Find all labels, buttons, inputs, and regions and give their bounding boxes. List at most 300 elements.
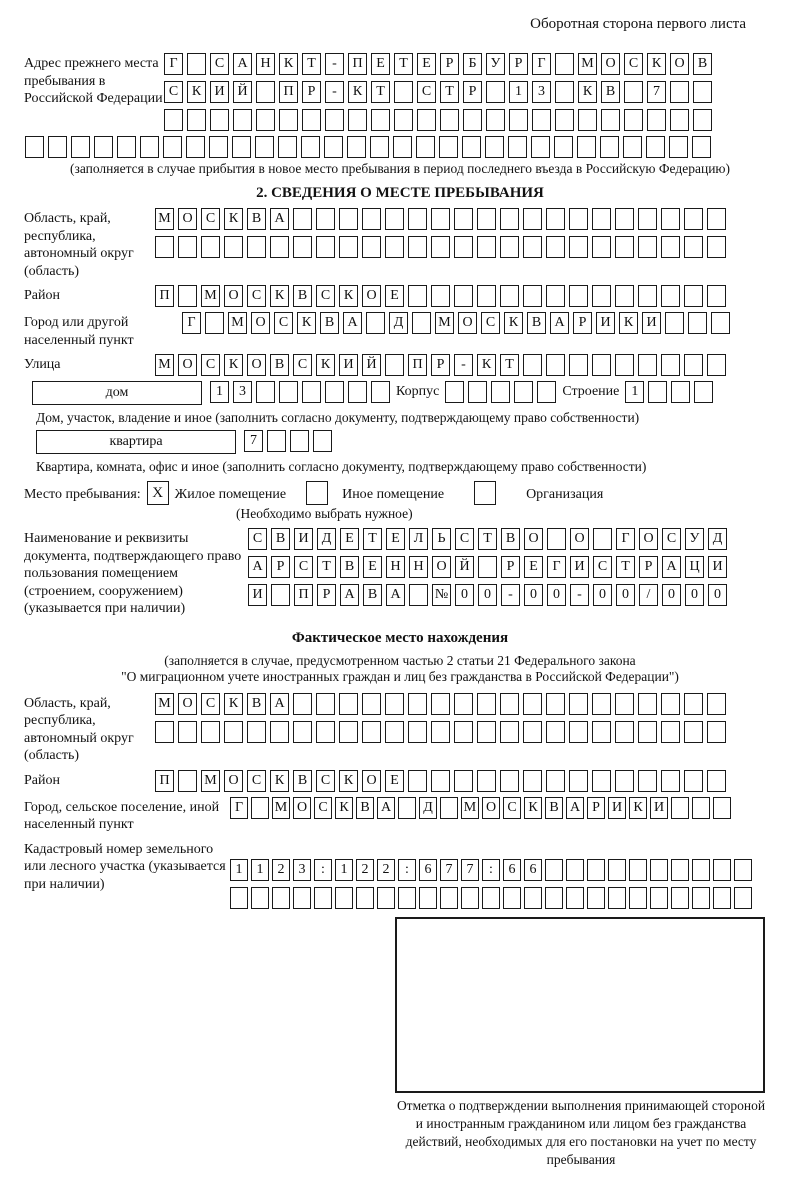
char-box: М (272, 797, 290, 819)
char-box (587, 859, 605, 881)
char-box: П (294, 584, 313, 606)
char-box (408, 208, 427, 230)
doc-row-3 (248, 584, 727, 606)
char-box (431, 236, 450, 258)
actual-district-row (155, 770, 726, 792)
char-box: 7 (244, 430, 263, 452)
street-block (24, 354, 776, 376)
char-box (233, 109, 252, 131)
prev-address-note: (заполняется в случае прибытия в новое место пребывания в период последнего въезда в Российскую Федерацию) (69, 161, 731, 176)
stay-option-residential-label: Жилое помещение (174, 486, 287, 502)
char-box (646, 136, 665, 158)
char-box (546, 354, 565, 376)
apartment-name-box: квартира (36, 430, 236, 454)
char-box: А (377, 797, 395, 819)
char-box (163, 136, 182, 158)
prev-address-row-2 (164, 81, 712, 103)
char-box (523, 721, 542, 743)
char-box (385, 721, 404, 743)
char-box: С (503, 797, 521, 819)
char-box: О (362, 770, 381, 792)
char-box (247, 721, 266, 743)
char-box: И (708, 556, 727, 578)
char-box (555, 109, 574, 131)
char-box (293, 208, 312, 230)
char-box: В (271, 528, 290, 550)
char-box (293, 693, 312, 715)
char-box (385, 236, 404, 258)
char-box: У (685, 528, 704, 550)
char-box (417, 109, 436, 131)
char-box: К (339, 770, 358, 792)
char-box (707, 208, 726, 230)
char-box: А (386, 584, 405, 606)
prev-address-label: Адрес прежнего места пребывания в Российской Федерации (24, 56, 163, 106)
char-box: 0 (685, 584, 704, 606)
char-box (419, 887, 437, 909)
char-box (366, 312, 385, 334)
char-box (693, 81, 712, 103)
char-box (547, 528, 566, 550)
actual-region-row-2 (155, 721, 726, 743)
char-box (500, 770, 519, 792)
char-box: 1 (625, 381, 644, 403)
cadastral-row-2 (230, 887, 752, 909)
actual-location-title: Фактическое место нахождения (291, 629, 509, 646)
char-box: В (527, 312, 546, 334)
char-box: О (524, 528, 543, 550)
char-box: М (228, 312, 247, 334)
char-box: О (178, 693, 197, 715)
district-block (24, 285, 776, 307)
char-box: Т (371, 81, 390, 103)
char-box: В (601, 81, 620, 103)
char-box (684, 236, 703, 258)
char-box (684, 770, 703, 792)
char-box: К (270, 770, 289, 792)
char-box (463, 109, 482, 131)
char-box: О (570, 528, 589, 550)
char-box: 0 (708, 584, 727, 606)
char-box (385, 354, 404, 376)
char-box (256, 381, 275, 403)
char-box (615, 721, 634, 743)
char-box: И (596, 312, 615, 334)
actual-region-block (24, 693, 776, 765)
char-box (339, 208, 358, 230)
char-box: - (325, 53, 344, 75)
char-box (278, 136, 297, 158)
char-box: В (340, 556, 359, 578)
char-box (201, 721, 220, 743)
char-box (316, 693, 335, 715)
char-box: А (248, 556, 267, 578)
char-box: О (458, 312, 477, 334)
char-box (461, 887, 479, 909)
char-box (615, 354, 634, 376)
char-box (371, 109, 390, 131)
char-box (566, 887, 584, 909)
char-box (210, 109, 229, 131)
char-box: А (340, 584, 359, 606)
char-box: О (247, 354, 266, 376)
char-box: А (566, 797, 584, 819)
char-box: Г (164, 53, 183, 75)
char-box (555, 53, 574, 75)
char-box: 7 (440, 859, 458, 881)
char-box (477, 236, 496, 258)
char-box (478, 556, 497, 578)
char-box (500, 721, 519, 743)
char-box (445, 381, 464, 403)
char-box: К (224, 693, 243, 715)
char-box (440, 887, 458, 909)
char-box (230, 887, 248, 909)
char-box (615, 693, 634, 715)
char-box (693, 109, 712, 131)
region-row-1 (155, 208, 726, 230)
char-box: - (570, 584, 589, 606)
char-box (661, 693, 680, 715)
char-box: С (662, 528, 681, 550)
char-box: 1 (335, 859, 353, 881)
actual-region-row-1 (155, 693, 726, 715)
char-box: С (201, 354, 220, 376)
char-box (178, 721, 197, 743)
char-box (431, 770, 450, 792)
char-box (670, 109, 689, 131)
char-box (661, 208, 680, 230)
char-box: О (362, 285, 381, 307)
char-box: К (224, 354, 243, 376)
char-box (593, 528, 612, 550)
char-box (532, 109, 551, 131)
char-box: У (486, 53, 505, 75)
char-box (335, 887, 353, 909)
char-box (186, 136, 205, 158)
korpus-row (445, 381, 556, 403)
char-box (545, 887, 563, 909)
char-box (431, 693, 450, 715)
char-box (713, 797, 731, 819)
char-box (684, 285, 703, 307)
char-box: 7 (647, 81, 666, 103)
char-box: И (248, 584, 267, 606)
char-box (394, 81, 413, 103)
char-box: Т (302, 53, 321, 75)
char-box: К (629, 797, 647, 819)
char-box: С (417, 81, 436, 103)
char-box: 6 (524, 859, 542, 881)
char-box (592, 354, 611, 376)
char-box (279, 109, 298, 131)
char-box (546, 693, 565, 715)
char-box (669, 136, 688, 158)
char-box: 0 (616, 584, 635, 606)
char-box (256, 109, 275, 131)
char-box: В (320, 312, 339, 334)
char-box: № (432, 584, 451, 606)
char-box: Г (182, 312, 201, 334)
char-box (408, 236, 427, 258)
char-box: Ц (685, 556, 704, 578)
char-box (454, 770, 473, 792)
char-box (546, 770, 565, 792)
char-box (247, 236, 266, 258)
char-box: П (348, 53, 367, 75)
char-box: П (155, 285, 174, 307)
char-box (615, 770, 634, 792)
char-box: Е (385, 770, 404, 792)
char-box (155, 236, 174, 258)
char-box: 0 (547, 584, 566, 606)
district-label: Район (24, 288, 60, 303)
char-box: Р (573, 312, 592, 334)
char-box (615, 236, 634, 258)
char-box (692, 797, 710, 819)
char-box (468, 381, 487, 403)
char-box: Р (639, 556, 658, 578)
char-box: А (270, 693, 289, 715)
char-box: С (314, 797, 332, 819)
char-box: В (356, 797, 374, 819)
char-box: М (201, 285, 220, 307)
char-box (325, 381, 344, 403)
char-box (503, 887, 521, 909)
prev-address-row-full (25, 136, 776, 158)
char-box: : (482, 859, 500, 881)
char-box: К (316, 354, 335, 376)
region-label: Область, край, республика, автономный округ (область) (24, 211, 134, 279)
char-box (648, 381, 667, 403)
char-box (650, 887, 668, 909)
char-box (408, 693, 427, 715)
char-box: Р (501, 556, 520, 578)
char-box (500, 236, 519, 258)
stay-type-note: (Необходимо выбрать нужное) (236, 506, 413, 521)
char-box (713, 859, 731, 881)
char-box (615, 208, 634, 230)
char-box (348, 381, 367, 403)
char-box: Г (547, 556, 566, 578)
char-box: Е (524, 556, 543, 578)
char-box (477, 721, 496, 743)
char-box: 7 (461, 859, 479, 881)
char-box (178, 236, 197, 258)
confirmation-stamp-box (395, 917, 765, 1093)
stroenie-label: Строение (562, 384, 620, 399)
char-box: - (325, 81, 344, 103)
char-box: - (501, 584, 520, 606)
char-box: В (270, 354, 289, 376)
char-box: Г (616, 528, 635, 550)
char-box (408, 721, 427, 743)
char-box (224, 721, 243, 743)
char-box: Т (500, 354, 519, 376)
char-box: С (294, 556, 313, 578)
char-box: К (335, 797, 353, 819)
char-box: В (247, 693, 266, 715)
char-box: И (608, 797, 626, 819)
doc-row-1 (248, 528, 727, 550)
char-box: О (251, 312, 270, 334)
stay-option-organization-checkbox (474, 481, 496, 505)
char-box (554, 136, 573, 158)
char-box: 0 (662, 584, 681, 606)
char-box: С (247, 770, 266, 792)
char-box (537, 381, 556, 403)
char-box: С (164, 81, 183, 103)
char-box: А (550, 312, 569, 334)
stay-type-line (24, 481, 776, 505)
char-box (671, 381, 690, 403)
char-box (524, 887, 542, 909)
char-box (665, 312, 684, 334)
stay-option-organization-label: Организация (526, 486, 604, 502)
char-box: К (187, 81, 206, 103)
char-box: О (293, 797, 311, 819)
confirmation-area (395, 917, 767, 1170)
char-box (661, 285, 680, 307)
char-box (592, 208, 611, 230)
char-box: 3 (532, 81, 551, 103)
char-box: Е (371, 53, 390, 75)
char-box (486, 109, 505, 131)
char-box: О (178, 208, 197, 230)
char-box (692, 887, 710, 909)
char-box (302, 109, 321, 131)
char-box (671, 859, 689, 881)
char-box (638, 721, 657, 743)
char-box: М (461, 797, 479, 819)
char-box: Т (317, 556, 336, 578)
char-box (316, 721, 335, 743)
char-box: Т (394, 53, 413, 75)
char-box: Е (417, 53, 436, 75)
char-box (409, 584, 428, 606)
char-box (339, 721, 358, 743)
char-box (707, 693, 726, 715)
char-box: Д (389, 312, 408, 334)
actual-location-note-1: (заполняется в случае, предусмотренном частью 2 статьи 21 Федерального закона (164, 652, 636, 668)
char-box (601, 109, 620, 131)
prev-address-block (24, 53, 776, 131)
char-box (578, 109, 597, 131)
char-box (454, 236, 473, 258)
char-box (408, 770, 427, 792)
char-box (155, 721, 174, 743)
char-box: О (482, 797, 500, 819)
city-block (24, 312, 776, 349)
char-box (707, 721, 726, 743)
char-box: С (274, 312, 293, 334)
char-box (293, 236, 312, 258)
char-box (316, 236, 335, 258)
char-box (638, 693, 657, 715)
char-box (412, 312, 431, 334)
char-box: И (642, 312, 661, 334)
char-box: О (224, 285, 243, 307)
char-box (608, 887, 626, 909)
char-box: Е (363, 556, 382, 578)
char-box (707, 354, 726, 376)
char-box: Е (385, 285, 404, 307)
char-box: В (293, 770, 312, 792)
char-box (638, 770, 657, 792)
char-box (531, 136, 550, 158)
char-box (362, 721, 381, 743)
char-box: Й (362, 354, 381, 376)
char-box (629, 859, 647, 881)
char-box (688, 312, 707, 334)
char-box (416, 136, 435, 158)
char-box: / (639, 584, 658, 606)
char-box (500, 208, 519, 230)
char-box (71, 136, 90, 158)
char-box (546, 208, 565, 230)
region-block (24, 208, 776, 280)
char-box (692, 859, 710, 881)
char-box (205, 312, 224, 334)
char-box: Т (363, 528, 382, 550)
char-box: М (435, 312, 454, 334)
char-box: И (294, 528, 313, 550)
char-box (279, 381, 298, 403)
cadastral-row-1 (230, 859, 752, 881)
char-box (209, 136, 228, 158)
cadastral-block (24, 839, 776, 909)
char-box: 1 (251, 859, 269, 881)
char-box: К (524, 797, 542, 819)
house-name-box: дом (32, 381, 202, 405)
char-box (293, 887, 311, 909)
char-box (569, 285, 588, 307)
char-box: 3 (293, 859, 311, 881)
char-box (325, 109, 344, 131)
char-box: : (314, 859, 332, 881)
char-box: К (224, 208, 243, 230)
char-box: Л (409, 528, 428, 550)
char-box: О (178, 354, 197, 376)
char-box: Р (317, 584, 336, 606)
char-box: Р (463, 81, 482, 103)
char-box: К (477, 354, 496, 376)
char-box (592, 770, 611, 792)
char-box: К (504, 312, 523, 334)
char-box (569, 693, 588, 715)
char-box (251, 887, 269, 909)
char-box: О (601, 53, 620, 75)
char-box: М (578, 53, 597, 75)
char-box: О (224, 770, 243, 792)
char-box (587, 887, 605, 909)
char-box (486, 81, 505, 103)
char-box (339, 693, 358, 715)
char-box: С (293, 354, 312, 376)
char-box: 0 (524, 584, 543, 606)
stay-option-residential-checkbox: X (147, 481, 169, 505)
char-box (624, 109, 643, 131)
char-box (608, 859, 626, 881)
char-box: И (650, 797, 668, 819)
char-box: Ь (432, 528, 451, 550)
char-box (454, 693, 473, 715)
char-box (491, 381, 510, 403)
char-box: Т (478, 528, 497, 550)
char-box: 3 (233, 381, 252, 403)
char-box: Т (616, 556, 635, 578)
char-box (94, 136, 113, 158)
